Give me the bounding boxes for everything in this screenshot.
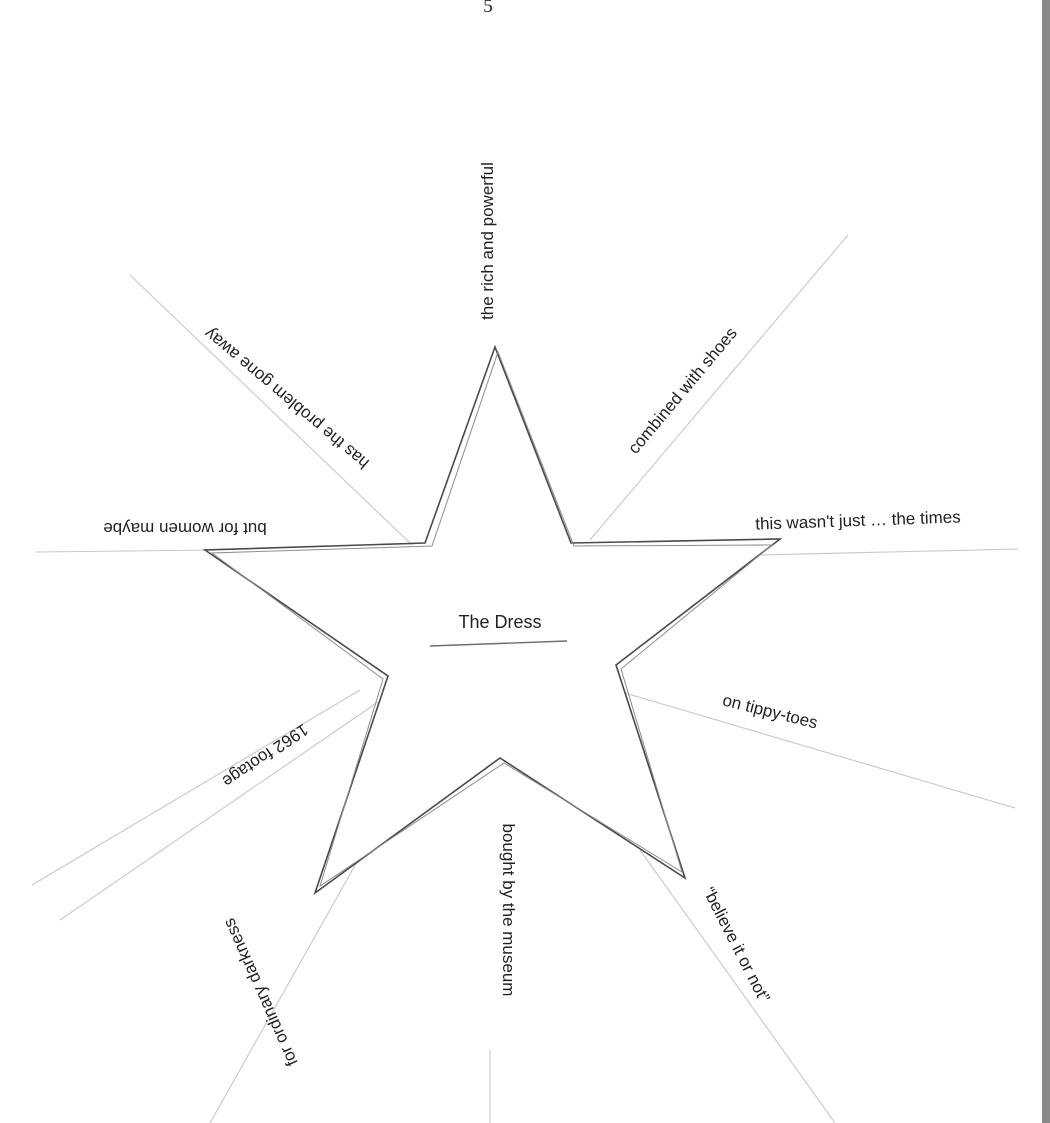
ray-line-left [36, 550, 218, 552]
ray-label-bottom-right: “believe it or not” [699, 884, 774, 1006]
ray-label-left: but for women maybe [103, 519, 267, 538]
ray-line-bottom-left [210, 860, 358, 1123]
center-title-underline [430, 641, 567, 646]
ray-label-lower-left: 1962 footage [218, 719, 312, 792]
ray-line-upper-right [590, 235, 848, 540]
ray-label-upper-right: combined with shoes [624, 323, 741, 458]
ray-line-bottom-right [640, 850, 835, 1123]
center-title: The Dress [458, 612, 542, 632]
ray-label-lower-right: on tippy-toes [720, 690, 820, 733]
ray-label-top: the rich and powerful [478, 162, 497, 320]
ray-label-upper-left: has the problem gone away [200, 323, 373, 473]
ray-label-right: this wasn't just … the times [754, 507, 961, 534]
page-number: 5 [483, 0, 493, 17]
ray-line-lower-right [625, 693, 1015, 808]
ray-label-bottom-left: for ordinary darkness [219, 915, 302, 1070]
ray-line-upper-left [130, 275, 412, 545]
ray-label-bottom: bought by the museum [499, 823, 518, 997]
ray-line-right [760, 549, 1018, 555]
ray-line-lower-left [60, 702, 378, 920]
